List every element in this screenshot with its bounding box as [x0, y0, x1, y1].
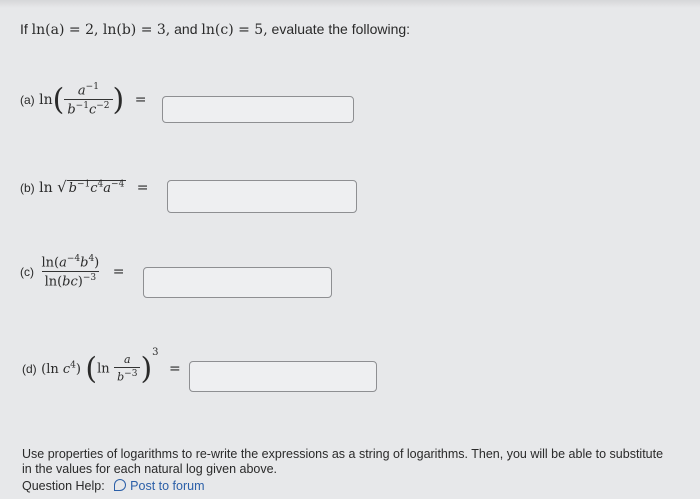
problem-d	[22, 347, 187, 386]
equals-sign: =	[134, 92, 147, 109]
denominator-c-exponent: −2	[96, 101, 110, 112]
radical-icon: √	[57, 178, 67, 196]
problem-c-label: (c)	[20, 264, 34, 279]
problem-intro	[20, 21, 410, 38]
intro-prefix: If	[20, 21, 28, 37]
problem-a	[20, 82, 152, 118]
problem-c-fraction: $\frac{\ln(a^{-4}b^4)}{\ln(bc)^{-3}}$	[41, 254, 100, 290]
fraction-numerator: a	[77, 83, 86, 99]
problem-b-label: (b)	[20, 181, 35, 195]
problem-b	[20, 178, 155, 197]
instructions-text: Use properties of logarithms to re-write the expressions as a string of logarithms. Then, you will be able to substitute in the values for each natural log given above.	[22, 447, 664, 476]
help-label: Question Help:	[22, 479, 105, 493]
problem-d-first-factor: (ln $c^4$)	[41, 360, 81, 377]
numerator-exponent: −1	[85, 82, 99, 92]
problem-c	[20, 254, 130, 290]
equals-sign: =	[136, 180, 149, 196]
chat-bubble-icon	[114, 479, 126, 491]
left-paren: (	[85, 351, 98, 387]
intro-suffix: evaluate the following:	[271, 21, 411, 37]
problem-d-fraction: $\frac{a}{b^{-3}}$	[114, 353, 140, 384]
post-to-forum-label: Post to forum	[130, 479, 205, 493]
outer-exponent: 3	[152, 347, 159, 358]
equals-sign: =	[112, 264, 125, 281]
denominator-c: c	[88, 102, 97, 118]
answer-input-a[interactable]	[162, 96, 354, 123]
answer-input-c[interactable]	[143, 267, 332, 298]
equals-sign: =	[169, 361, 181, 377]
question-help	[22, 479, 205, 493]
top-strip	[0, 0, 700, 8]
problem-a-label: (a)	[20, 93, 35, 108]
problem-d-ln: ln	[97, 361, 110, 377]
right-paren: )	[112, 82, 125, 118]
problem-a-ln: ln	[39, 92, 53, 109]
post-to-forum-link[interactable]	[114, 479, 204, 493]
intro-and: and	[174, 21, 198, 37]
problem-d-label: (d)	[22, 361, 37, 376]
right-paren: )	[140, 351, 153, 387]
denominator-b: b	[67, 102, 76, 118]
problem-b-ln: ln	[39, 180, 53, 196]
intro-math-1: ln(a) = 2, ln(b) = 3,	[31, 22, 171, 38]
radicand: $b^{-1}c^4a^{-4}$	[68, 179, 125, 196]
intro-math-2: ln(c) = 5,	[201, 22, 268, 38]
answer-input-b[interactable]	[167, 180, 357, 213]
problem-a-fraction	[64, 82, 112, 118]
answer-input-d[interactable]	[189, 361, 377, 392]
left-paren: (	[52, 82, 65, 118]
denominator-b-exponent: −1	[75, 101, 89, 112]
